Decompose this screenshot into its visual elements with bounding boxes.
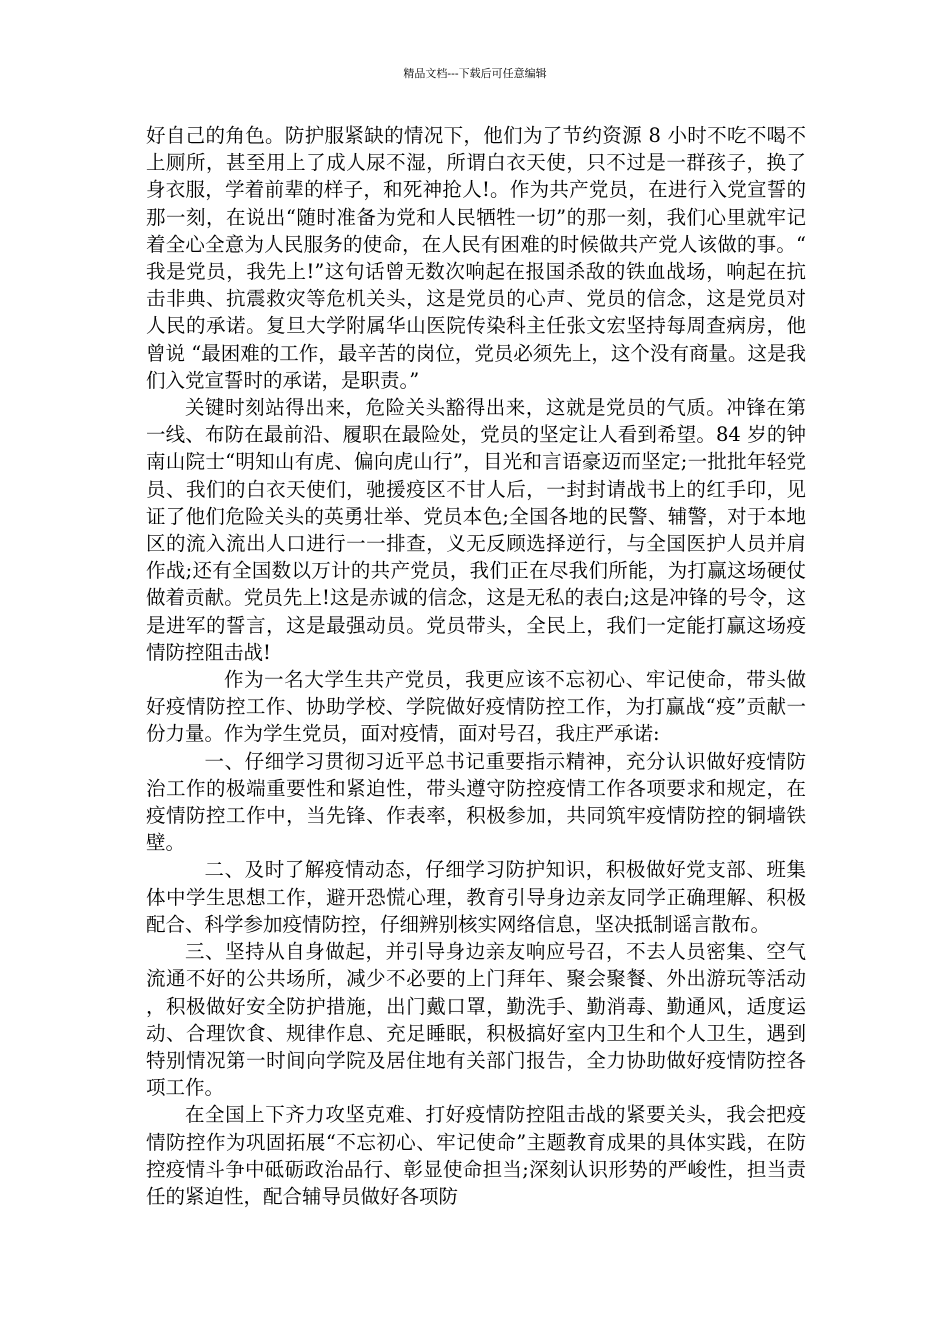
paragraph-commitment-two: 二、及时了解疫情动态，仔细学习防护知识，积极做好党支部、班集体中学生思想工作，避开恐慌心理，教育引导身边亲友同学正确理解、积极配合、科学参加疫情防控，仔细辨别核实网络信息，坚决抵制谣言散布。 xyxy=(146,858,806,936)
document-body xyxy=(146,122,806,1210)
paragraph-continuation: 好自己的角色。防护服紧缺的情况下，他们为了节约资源 8 小时不吃不喝不上厕所，甚至用上了成人尿不湿，所谓白衣天使，只不过是一群孩子，换了身衣服，学着前辈的样子，和死神抢人!。作为共产党员，在进行入党宣誓的那一刻，在说出“随时准备为党和人民牺牲一切”的那一刻，我们心里就牢记着全心全意为人民服务的使命，在人民有困难的时候做共产党人该做的事。“我是党员，我先上!”这句话曾无数次响起在报国杀敌的铁血战场，响起在抗击非典、抗震救灾等危机关头，这是党员的心声、党员的信念，这是党员对人民的承诺。复旦大学附属华山医院传染科主任张文宏坚持每周查病房，他曾说 “最困难的工作，最辛苦的岗位，党员必须先上，这个没有商量。这是我们入党宣誓时的承诺，是职责。” xyxy=(146,124,806,392)
paragraph-party-member-quality: 关键时刻站得出来，危险关头豁得出来，这就是党员的气质。冲锋在第一线、布防在最前沿、履职在最险处，党员的坚定让人看到希望。84 岁的钟南山院士“明知山有虎、偏向虎山行”，目光和言语豪迈而坚定;一批批年轻党员、我们的白衣天使们，驰援疫区不甘人后，一封封请战书上的红手印，见证了他们危险关头的英勇壮举、党员本色;全国各地的民警、辅警，对于本地区的流入流出人口进行一一排查，义无反顾选择逆行，与全国医护人员并肩作战;还有全国数以万计的共产党员，我们正在尽我们所能，为打赢这场硬仗做着贡献。党员先上!这是赤诚的信念，这是无私的表白;这是冲锋的号令，这是进军的誓言，这是最强动员。党员带头，全民上，我们一定能打赢这场疫情防控阻击战! xyxy=(146,396,806,664)
header-note: 精品文档---下载后可任意编辑 xyxy=(403,67,547,80)
paragraph-commitment-three: 三、坚持从自身做起，并引导身边亲友响应号召，不去人员密集、空气流通不好的公共场所，减少不必要的上门拜年、聚会聚餐、外出游玩等活动，积极做好安全防护措施，出门戴口罩，勤洗手、勤消毒、勤通风，适度运动、合理饮食、规律作息、充足睡眠，积极搞好室内卫生和个人卫生，遇到特别情况第一时间向学院及居住地有关部门报告，全力协助做好疫情防控各项工作。 xyxy=(146,940,806,1100)
paragraph-student-commitment-intro: 作为一名大学生共产党员，我更应该不忘初心、牢记使命，带头做好疫情防控工作、协助学校、学院做好疫情防控工作，为打赢战“疫”贡献一份力量。作为学生党员，面对疫情，面对号召，我庄严承诺: xyxy=(146,668,806,746)
paragraph-closing: 在全国上下齐力攻坚克难、打好疫情防控阻击战的紧要关头，我会把疫情防控作为巩固拓展“不忘初心、牢记使命”主题教育成果的具体实践，在防控疫情斗争中砥砺政治品行、彰显使命担当;深刻认识形势的严峻性，担当责任的紧迫性，配合辅导员做好各项防 xyxy=(146,1103,806,1208)
paragraph-commitment-one: 一、仔细学习贯彻习近平总书记重要指示精神，充分认识做好疫情防治工作的极端重要性和紧迫性，带头遵守防控疫情工作各项要求和规定，在疫情防控工作中，当先锋、作表率，积极参加，共同筑牢疫情防控的铜墙铁壁。 xyxy=(146,749,806,855)
